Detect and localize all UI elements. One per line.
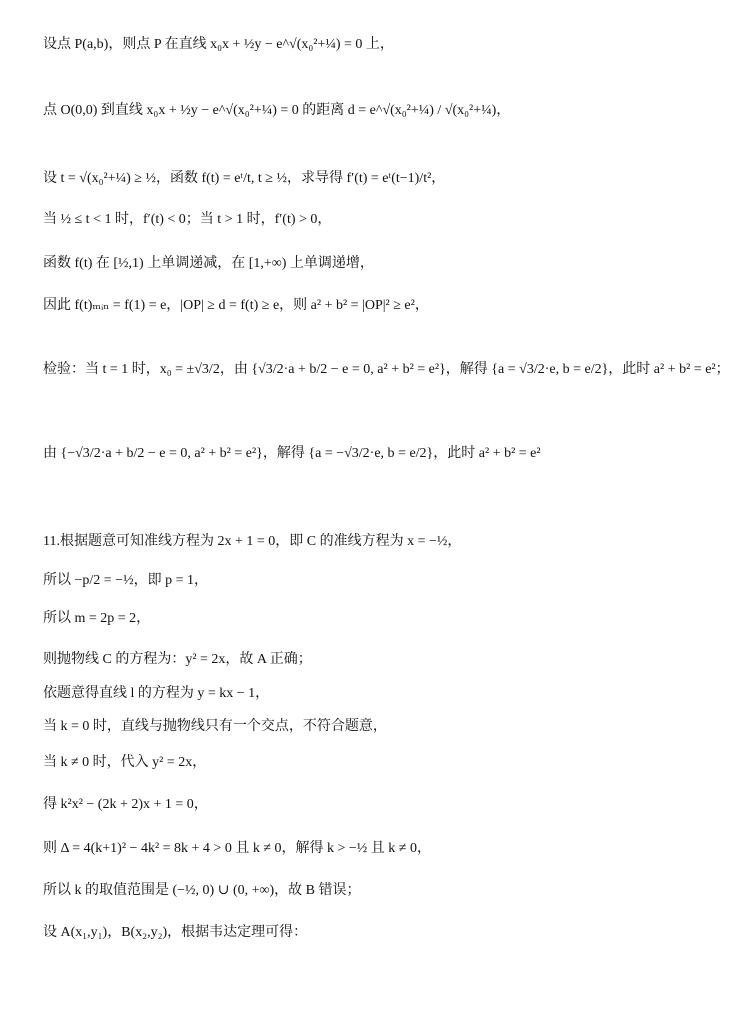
text-line: 所以 m = 2p = 2，: [43, 611, 151, 626]
text-line: 依题意得直线 l 的方程为 y = kx − 1，: [43, 686, 270, 701]
text-line: 设 t = √(x₀²+¼) ≥ ½，函数 f(t) = eᵗ/t, t ≥ ½，求导得 f′(t) = eᵗ(t−1)/t²，: [43, 171, 446, 186]
text-line: 得 k²x² − (2k + 2)x + 1 = 0，: [43, 797, 208, 812]
text-line: 检验：当 t = 1 时，x₀ = ±√3/2，由 {√3/2·a + b/2 − e = 0, a² + b² = e²}，解得 {a = √3/2·e, b = e/2}，此时 a² + b² = e²；: [43, 362, 730, 377]
text-line: 点 O(0,0) 到直线 x₀x + ½y − e^√(x₀²+¼) = 0 的距离 d = e^√(x₀²+¼) / √(x₀²+¼)，: [43, 103, 511, 118]
text-line: 设点 P(a,b)，则点 P 在直线 x₀x + ½y − e^√(x₀²+¼) = 0 上，: [43, 37, 394, 52]
text-line: 所以 k 的取值范围是 (−½, 0) ∪ (0, +∞)，故 B 错误；: [43, 883, 361, 898]
text-line: 当 ½ ≤ t < 1 时，f′(t) < 0；当 t > 1 时，f′(t) > 0，: [43, 212, 332, 227]
text-line: 则抛物线 C 的方程为：y² = 2x，故 A 正确；: [43, 652, 312, 667]
text-line: 11.根据题意可知准线方程为 2x + 1 = 0，即 C 的准线方程为 x = −½，: [43, 534, 462, 549]
text-line: 函数 f(t) 在 [½,1) 上单调递减，在 [1,+∞) 上单调递增，: [43, 256, 374, 271]
text-line: 则 Δ = 4(k+1)² − 4k² = 8k + 4 > 0 且 k ≠ 0，解得 k > −½ 且 k ≠ 0，: [43, 841, 431, 856]
text-line: 由 {−√3/2·a + b/2 − e = 0, a² + b² = e²}，解得 {a = −√3/2·e, b = e/2}，此时 a² + b² = e²: [43, 446, 541, 461]
text-line: 设 A(x₁,y₁)，B(x₂,y₂)，根据韦达定理可得：: [43, 925, 308, 940]
text-line: 所以 −p/2 = −½，即 p = 1，: [43, 573, 208, 588]
text-line: 因此 f(t)ₘᵢₙ = f(1) = e，|OP| ≥ d = f(t) ≥ e，则 a² + b² = |OP|² ≥ e²，: [43, 298, 429, 313]
text-line: 当 k ≠ 0 时，代入 y² = 2x，: [43, 755, 207, 770]
text-line: 当 k = 0 时，直线与抛物线只有一个交点，不符合题意，: [43, 719, 387, 734]
